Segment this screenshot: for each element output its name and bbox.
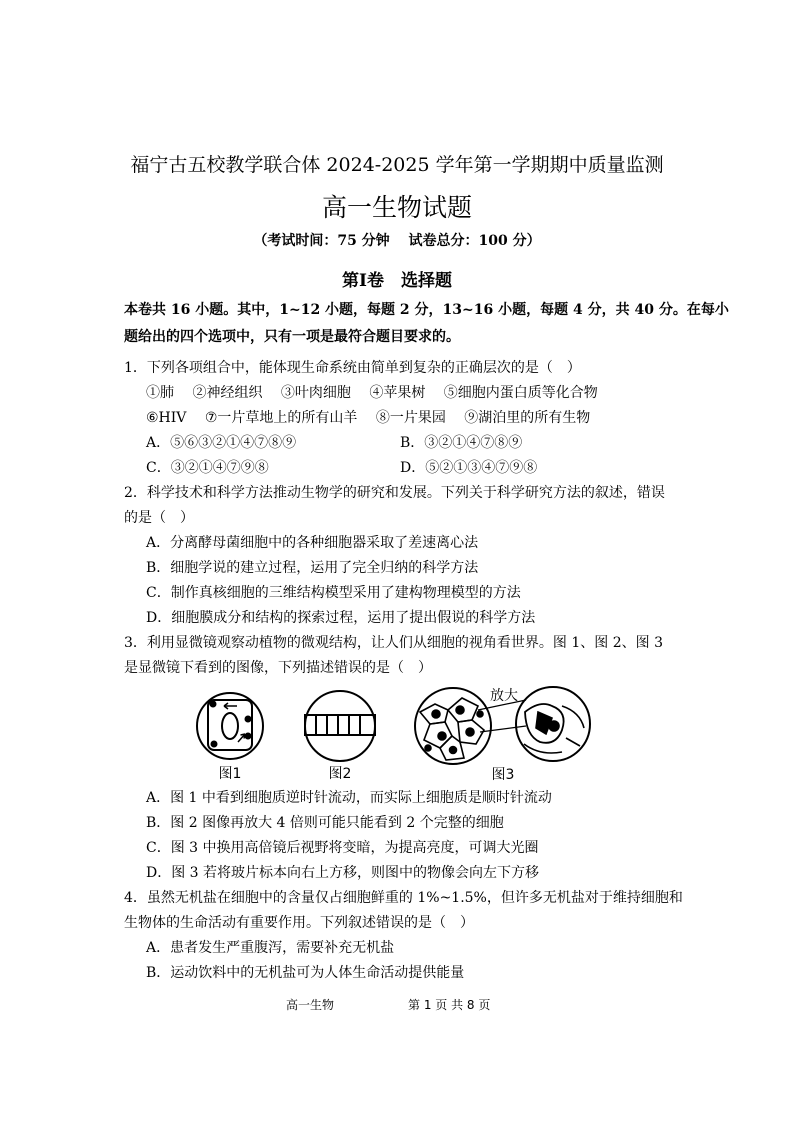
figure-2-label: 图2: [328, 766, 352, 782]
subject-title: 高一生物试题: [321, 193, 472, 222]
question-2-option-d: D．细胞膜成分和结构的探索过程，运用了提出假说的科学方法: [146, 610, 536, 626]
figure-2-cell-row: [305, 691, 375, 761]
exam-info: （考试时间：75 分钟 试卷总分：100 分）: [253, 233, 541, 249]
question-3-stem-line2: 是显微镜下看到的图像，下列描述错误的是（ ）: [124, 660, 432, 676]
question-2-stem-line1: 2．科学技术和科学方法推动生物学的研究和发展。下列关于科学研究方法的叙述，错误: [124, 485, 665, 501]
figure-magnify-label: 放大: [490, 688, 518, 704]
question-4-option-a: A．患者发生严重腹泻，需要补充无机盐: [146, 940, 395, 956]
question-2-option-a: A．分离酵母菌细胞中的各种细胞器采取了差速离心法: [146, 535, 479, 551]
microscope-figure: [190, 682, 610, 786]
question-1-items-line1: ①肺 ②神经组织 ③叶肉细胞 ④苹果树 ⑤细胞内蛋白质等化合物: [146, 385, 598, 401]
question-3-option-a: A．图 1 中看到细胞质逆时针流动，而实际上细胞质是顺时针流动: [146, 790, 552, 806]
question-3-stem-line1: 3．利用显微镜观察动植物的微观结构，让人们从细胞的视角看世界。图 1、图 2、图 3: [124, 635, 663, 651]
figure-1-cell-view: [197, 693, 263, 759]
question-2-stem-line2: 的是（ ）: [124, 510, 194, 526]
question-1-items-line2: ⑥HIV ⑦一片草地上的所有山羊 ⑧一片果园 ⑨湖泊里的所有生物: [146, 410, 591, 426]
question-2-option-c: C．制作真核细胞的三维结构模型采用了建构物理模型的方法: [146, 585, 521, 601]
question-1-option-b: B．③②①④⑦⑧⑨: [400, 435, 523, 451]
footer-subject: 高一生物: [286, 998, 335, 1012]
question-1-option-a: A．⑤⑥③②①④⑦⑧⑨: [146, 435, 297, 451]
question-2-option-b: B．细胞学说的建立过程，运用了完全归纳的科学方法: [146, 560, 479, 576]
question-4-stem-line1: 4．虽然无机盐在细胞中的含量仅占细胞鲜重的 1%~1.5%，但许多无机盐对于维持细胞和: [124, 890, 683, 906]
question-4-stem-line2: 生物体的生命活动有重要作用。下列叙述错误的是（ ）: [124, 915, 474, 931]
question-3-option-b: B．图 2 图像再放大 4 倍则可能只能看到 2 个完整的细胞: [146, 815, 504, 831]
section-title: 第Ⅰ卷 选择题: [342, 271, 452, 291]
section-instructions-line1: 本卷共 16 小题。其中，1~12 小题，每题 2 分，13~16 小题，每题 4 分，共 40 分。在每小: [124, 302, 729, 318]
question-1-option-c: C．③②①④⑦⑨⑧: [146, 460, 269, 476]
question-3-option-d: D．图 3 若将玻片标本向右上方移，则图中的物像会向左下方移: [146, 865, 540, 881]
footer-page-number: 第 1 页 共 8 页: [408, 998, 491, 1012]
figure-3-label: 图3: [491, 767, 515, 783]
question-4-option-b: B．运动饮料中的无机盐可为人体生命活动提供能量: [146, 965, 465, 981]
exam-title: 福宁古五校教学联合体 2024-2025 学年第一学期期中质量监测: [130, 154, 664, 176]
question-1-stem: 1．下列各项组合中，能体现生命系统由简单到复杂的正确层次的是（ ）: [124, 360, 581, 376]
figure-1-label: 图1: [218, 766, 242, 782]
question-1-option-d: D．⑤②①③④⑦⑨⑧: [400, 460, 538, 476]
section-instructions-line2: 题给出的四个选项中，只有一项是最符合题目要求的。: [124, 329, 460, 345]
question-3-option-c: C．图 3 中换用高倍镜后视野将变暗，为提高亮度，可调大光圈: [146, 840, 539, 856]
